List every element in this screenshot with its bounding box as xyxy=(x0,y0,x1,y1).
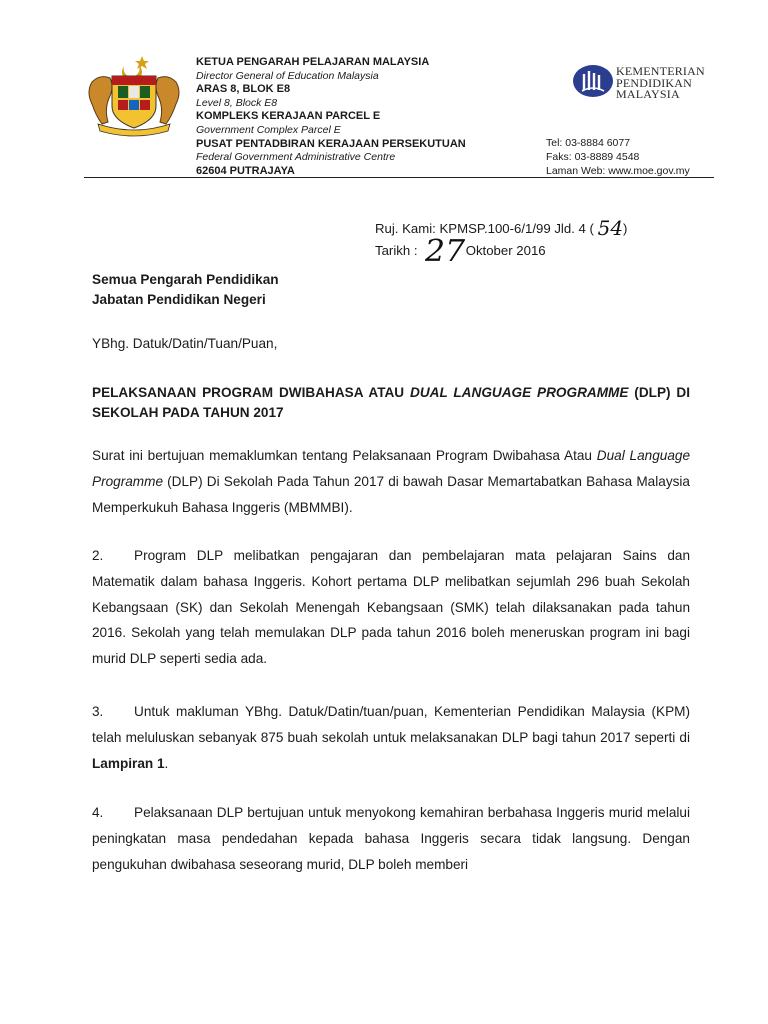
reference-block xyxy=(375,216,628,269)
telephone: Tel: 03-8884 6077 xyxy=(546,137,631,149)
letter-subject xyxy=(92,383,690,423)
p3-appendix-ref: Lampiran 1 xyxy=(92,755,165,771)
office-title-en: Director General of Education Malaysia xyxy=(196,69,379,82)
date-day-handwritten: 27 xyxy=(424,234,465,269)
paragraph-number: 3. xyxy=(92,704,104,719)
centre-line: PUSAT PENTADBIRAN KERAJAAN PERSEKUTUAN xyxy=(196,137,466,150)
date-label: Tarikh : xyxy=(375,243,418,258)
letterhead-address xyxy=(196,56,466,178)
reference-close: ) xyxy=(623,221,628,236)
floor-line: ARAS 8, BLOK E8 xyxy=(196,83,291,96)
centre-line-en: Federal Government Administrative Centre xyxy=(196,151,396,164)
addressee xyxy=(92,270,690,310)
ministry-logo-icon xyxy=(572,64,614,98)
paragraph-number: 2. xyxy=(92,548,104,563)
paragraph-4 xyxy=(92,800,690,877)
ministry-name-line2: PENDIDIKAN xyxy=(616,75,692,90)
p3-text-b: . xyxy=(164,755,169,771)
office-title: KETUA PENGARAH PELAJARAN MALAYSIA xyxy=(196,56,430,68)
ministry-name-line3: MALAYSIA xyxy=(616,87,680,101)
ministry-name xyxy=(616,66,705,101)
paragraph-3 xyxy=(92,699,690,776)
paragraph-2 xyxy=(92,543,690,672)
header-divider xyxy=(84,177,714,178)
paragraph-1 xyxy=(92,443,690,520)
fax: Faks: 03-8889 4548 xyxy=(546,151,640,163)
p1-text-b: (DLP) Di Sekolah Pada Tahun 2017 di bawah Dasar Memartabatkan Bahasa Malaysia Memperkukuh Bahasa Inggeris (MBMMBI). xyxy=(92,473,690,515)
date-month-year: Oktober 2016 xyxy=(465,243,546,258)
reference-label: Ruj. Kami: KPMSP.100-6/1/99 Jld. 4 ( xyxy=(375,221,594,236)
salutation: YBhg. Datuk/Datin/Tuan/Puan, xyxy=(92,336,278,351)
complex-line: KOMPLEKS KERAJAAN PARCEL E xyxy=(196,110,381,123)
postcode-line: 62604 PUTRAJAYA xyxy=(196,164,295,177)
contact-info xyxy=(546,136,690,178)
addressee-line2: Jabatan Pendidikan Negeri xyxy=(92,292,266,307)
reference-number xyxy=(375,216,628,240)
p4-text: Pelaksanaan DLP bertujuan untuk menyokong kemahiran berbahasa Inggeris murid melalui peningkatan masa pendedahan kepada bahasa Inggeris secara tidak langsung. Dengan pengukuhan dwibahasa seseorang murid, DLP boleh memberi xyxy=(92,805,690,872)
coat-of-arms-logo xyxy=(84,52,184,138)
ministry-name-line1: KEMENTERIAN xyxy=(616,64,705,78)
paragraph-number: 4. xyxy=(92,805,104,820)
subject-part3: (DLP) DI SEKOLAH PADA TAHUN 2017 xyxy=(92,385,690,420)
floor-line-en: Level 8, Block E8 xyxy=(196,96,278,109)
letter-date xyxy=(375,234,627,269)
p1-italic: Dual Language Programme xyxy=(92,448,691,489)
p1-text-a: Surat ini bertujuan memaklumkan tentang Pelaksanaan Program Dwibahasa Atau xyxy=(92,448,597,463)
complex-line-en: Government Complex Parcel E xyxy=(196,123,341,136)
website: Laman Web: www.moe.gov.my xyxy=(546,165,690,177)
subject-part2: DUAL LANGUAGE PROGRAMME xyxy=(410,385,629,400)
subject-part1: PELAKSANAAN PROGRAM DWIBAHASA ATAU xyxy=(92,385,410,400)
addressee-line1: Semua Pengarah Pendidikan xyxy=(92,272,279,287)
p3-text-a: Untuk makluman YBhg. Datuk/Datin/tuan/puan, Kementerian Pendidikan Malaysia (KPM) telah meluluskan sebanyak 875 buah sekolah untuk melaksanakan DLP bagi tahun 2017 seperti di xyxy=(92,704,690,745)
reference-handwritten: 54 xyxy=(597,216,624,240)
p2-text: Program DLP melibatkan pengajaran dan pembelajaran mata pelajaran Sains dan Matematik dalam bahasa Inggeris. Kohort pertama DLP melibatkan sejumlah 296 buah Sekolah Kebangsaan (SK) dan Sekolah Menengah Kebangsaan (SMK) telah dilaksanakan pada tahun 2016. Sekolah yang telah memulakan DLP pada tahun 2016 boleh meneruskan program ini bagi murid DLP seperti sedia ada. xyxy=(92,548,690,667)
